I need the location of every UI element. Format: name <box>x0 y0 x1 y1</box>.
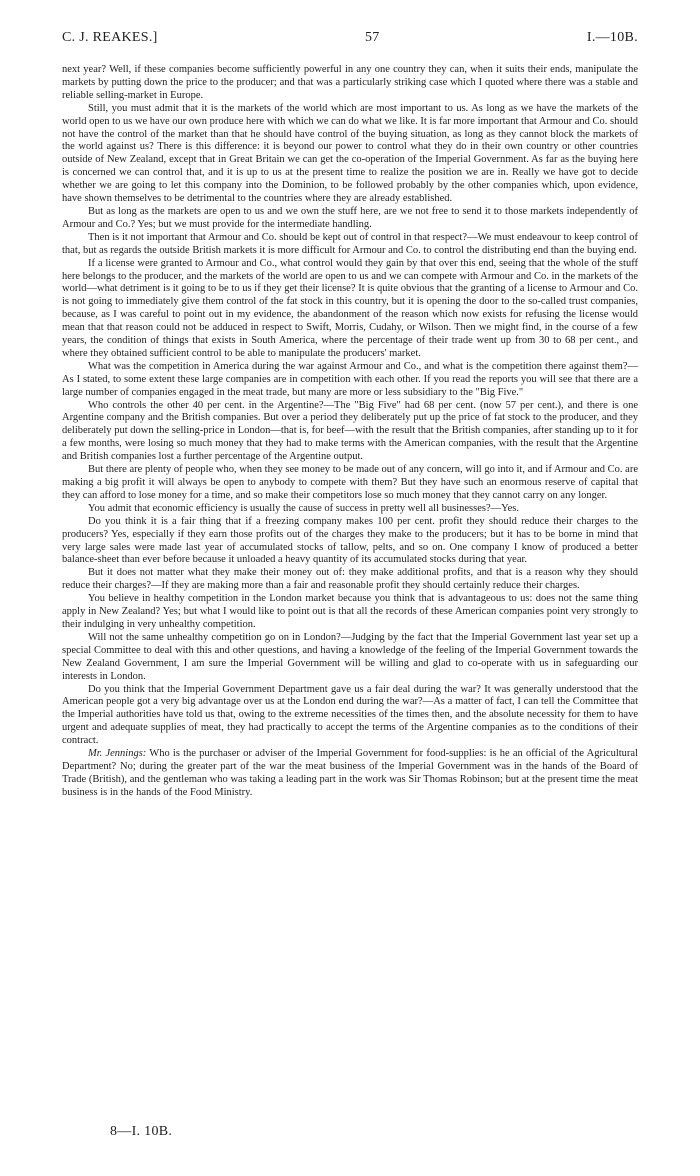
header-author: C. J. REAKES.] <box>62 30 158 45</box>
page-header <box>62 30 638 52</box>
page-signature: 8—I. 10B. <box>110 1124 173 1139</box>
paragraph-speaker <box>62 748 638 800</box>
speaker-name: Mr. Jennings: <box>88 748 147 760</box>
paragraph: Still, you must admit that it is the markets of the world which are most important to us. As long as we have the markets of the world open to us we have our own produce here with which we can do what we like. It is far more important that Armour and Co. should not have the control of the market than that he should have control of the buying situation, as long as they cannot block the markets of the world against us? There is this difference: it is beyond our power to control what they do in their own country or other countries outside of New Zealand, except that in Great Britain we can get the co-operation of the Imperial Government. As far as the buying here is concerned we can control that, and it is up to us at the present time to realize the position we are in. Really we have got to decide whether we are going to let this company into the Dominion, to be followed probably by the other companies which, upon evidence, have shown themselves to be detrimental to the countries where they are already established. <box>62 102 638 205</box>
paragraph: Do you think that the Imperial Government Department gave us a fair deal during the war? It was generally understood that the American people got a very big advantage over us at the London end during the war?—As a matter of fact, I can tell the Committee that the Imperial authorities have told us that, owing to the extreme necessities of the times then, and the absolute necessity for them to have urgent and adequate supplies of meat, they had practically to accept the terms of the Argentine companies as to the conditions of their contract. <box>62 683 638 747</box>
paragraph: But it does not matter what they make their money out of: they make additional profits, and that is a reason why they should reduce their charges?—If they are making more than a fair and reasonable profit they should certainly reduce their charges. <box>62 567 638 592</box>
paragraph: You believe in healthy competition in the London market because you think that is advantageous to us: does not the same thing apply in New Zealand? Yes; but what I would like to point out is that all the records of these American companies point very strongly to their indulging in very unhealthy competition. <box>62 593 638 630</box>
paragraph: But there are plenty of people who, when they see money to be made out of any concern, will go into it, and if Armour and Co. are making a big profit it will always be open to anybody to compete with them? But they have such an enormous reserve of capital that they can afford to lose money for a time, and so make their competitors lose so much money that they cannot carry on any longer. <box>62 464 638 501</box>
paragraph: But as long as the markets are open to us and we own the stuff here, are we not free to send it to those markets independently of Armour and Co.? Yes; but we must provide for the intermediate handling. <box>62 205 638 230</box>
paragraph: Will not the same unhealthy competition go on in London?—Judging by the fact that the Imperial Government last year set up a special Committee to deal with this and other questions, and having a knowledge of the feeling of the Imperial Government towards the New Zealand Government, I am sure the Imperial Government will be willing and glad to co-operate with us in safeguarding our interests in London. <box>62 631 638 682</box>
page-number: 57 <box>364 30 380 45</box>
paragraph: Who controls the other 40 per cent. in the Argentine?—The "Big Five" had 68 per cent. (now 57 per cent.), and there is one Argentine company and the British companies. But over a period they deliberately put up the price of fat stock to the producer, and they deliberately put down the selling-price in London—that is, for beef—with the result that the British companies, after standing up to it for a few months, were losing so much money that they had to make terms with the American companies, with the result that the Argentine and British companies lost a further percentage of the Argentine output. <box>62 399 638 463</box>
paragraph: If a license were granted to Armour and Co., what control would they gain by that over this end, seeing that the whole of the stuff here belongs to the producer, and the markets of the world are open to us and we can compete with Armour and Co. in the markets of the world—what detriment is it going to be to us if they get their license? It is quite obvious that the granting of a license to Armour and Co. is not going to immediately give them control of the fat stock in this country, but it is opening the door to the so-called trust companies, because, as I was careful to point out in my evidence, the abandonment of the reason which now exists for refusing the license would mean that that reason could not be adduced in respect to Swift, Morris, Cudahy, or Wilson. Then we might find, in the course of a few years, the condition of things that exists in South America, where the percentage of their trade went up from 30 to 68 per cent., and where they obtained sufficient control to be able to manipulate the producers' market. <box>62 257 638 359</box>
paragraph: What was the competition in America during the war against Armour and Co., and what is the competition there against them?—As I stated, to some extent these large companies are in competition with each other. If you read the reports you will see that there are a large number of companies engaged in the meat trade, but many are more or less subsidiary to the "Big Five." <box>62 360 638 398</box>
paragraph: Do you think it is a fair thing that if a freezing company makes 100 per cent. profit they should reduce their charges to the producers? Yes, especially if they earn those profits out of the charges they make to the producers; but it has to be borne in mind that very large sales were made last year of accumulated stocks of tallow, pelts, and so on. One company I know of produced a better balance-sheet than ever before because it unloaded a heavy quantity of its accumulated stocks during that year. <box>62 515 638 566</box>
paragraph: Then is it not important that Armour and Co. should be kept out of control in that respect?—We must endeavour to keep control of that, but as regards the outside British markets it is more difficult for Armour and Co. to control the distributing end than the buying end. <box>62 231 638 256</box>
speaker-text: Who is the purchaser or adviser of the Imperial Government for food-supplies: is he an official of the Agricultural Department? No; during the greater part of the war the meat business of the Imperial Government was in the hands of the Board of Trade (British), and the gentleman who was taking a leading part in the work was Sir Thomas Robinson; but at the present time the meat business is in the hands of the Food Ministry. <box>62 748 638 798</box>
paragraph: You admit that economic efficiency is usually the cause of success in pretty well all businesses?—Yes. <box>88 502 520 514</box>
body-text <box>62 64 638 800</box>
paragraph: next year? Well, if these companies become sufficiently powerful in any one country they can, when it suits their ends, manipulate the markets by putting down the price to the producer; and that was a particularly striking case which I quoted where there was a stable and reliable selling-market in Europe. <box>62 64 638 101</box>
document-reference: I.—10B. <box>586 30 638 45</box>
